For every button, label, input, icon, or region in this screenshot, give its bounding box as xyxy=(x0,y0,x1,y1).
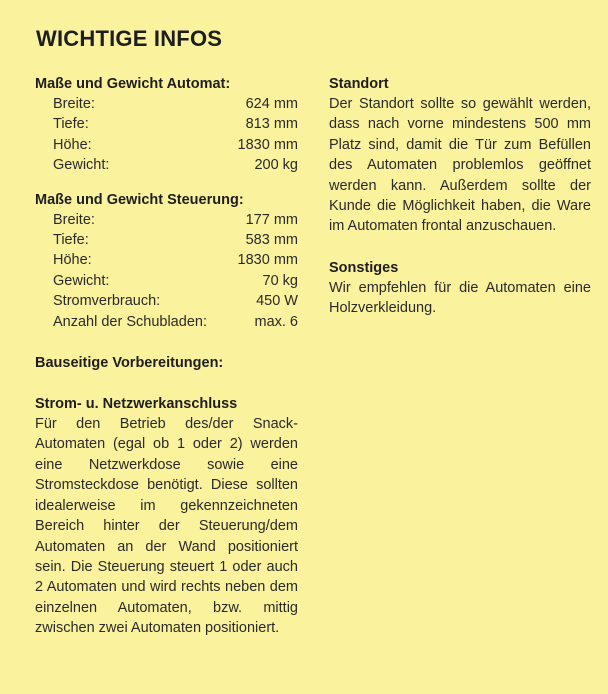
strom-text: Für den Betrieb des/der Snack-Automaten (egal ob 1 oder 2) werden eine Netzwerkdose sowie eine Stromsteckdose benötigt. Diese sollten idealerweise im gekennzeichneten Bereich hinter der Steuerung/dem Automaten an der Wand positioniert sein. Die Steuerung steuert 1 oder auch 2 Automaten und wird rechts neben dem einzelnen Automaten, bzw. mittig zwischen zwei Automaten positioniert. xyxy=(35,416,298,637)
spec-row xyxy=(53,291,298,311)
spec-label: Tiefe: xyxy=(53,232,89,249)
spec-value: 1830 mm xyxy=(237,136,298,153)
standort-heading: Standort xyxy=(329,76,389,92)
spec-row xyxy=(53,250,298,270)
spec-label: Breite: xyxy=(53,211,95,228)
automat-heading: Maße und Gewicht Automat: xyxy=(35,76,231,92)
spec-value: 450 W xyxy=(256,293,298,310)
sonstiges-text: Wir empfehlen für die Automaten eine Holzverkleidung. xyxy=(329,279,591,317)
right-column xyxy=(329,74,591,319)
spec-label: Tiefe: xyxy=(53,116,89,133)
spec-row xyxy=(53,210,298,230)
spec-value: 177 mm xyxy=(245,211,298,228)
left-column xyxy=(35,74,298,639)
spec-value: 583 mm xyxy=(245,232,298,249)
sonstiges-heading: Sonstiges xyxy=(329,259,399,276)
spec-row xyxy=(53,94,298,114)
spec-label: Anzahl der Schubladen: xyxy=(53,313,207,330)
strom-heading: Strom- u. Netzwerkanschluss xyxy=(35,396,238,413)
bauseitige-heading: Bauseitige Vorbereitungen: xyxy=(35,355,224,372)
spec-label: Höhe: xyxy=(53,136,92,153)
spec-value: 813 mm xyxy=(245,116,298,133)
spec-value: 624 mm xyxy=(245,96,298,112)
page-title: WICHTIGE INFOS xyxy=(36,26,223,51)
spec-label: Gewicht: xyxy=(53,272,110,289)
spec-label: Höhe: xyxy=(53,252,92,269)
spec-value: 70 kg xyxy=(262,272,298,289)
steuerung-spec-list xyxy=(53,210,298,332)
spec-row xyxy=(53,114,298,134)
spec-row xyxy=(53,312,298,332)
spec-value: max. 6 xyxy=(254,313,298,330)
steuerung-heading: Maße und Gewicht Steuerung: xyxy=(35,191,244,208)
spec-value: 1830 mm xyxy=(237,252,298,269)
spec-value: 200 kg xyxy=(254,157,298,174)
spec-row xyxy=(53,230,298,250)
standort-text: Der Standort sollte so gewählt werden, dass nach vorne mindestens 500 mm Platz sind, damit die Tür zum Befüllen des Automaten problemlos geöffnet werden kann. Außerdem sollte der Kunde die Möglichkeit haben, die Ware im Automaten frontal anzuschauen. xyxy=(329,96,591,235)
spec-label: Stromverbrauch: xyxy=(53,293,161,310)
automat-spec-list xyxy=(53,94,298,176)
spec-label: Breite: xyxy=(53,96,95,112)
spec-label: Gewicht: xyxy=(53,157,110,174)
spec-row xyxy=(53,271,298,291)
spec-row xyxy=(53,155,298,175)
spec-row xyxy=(53,135,298,155)
